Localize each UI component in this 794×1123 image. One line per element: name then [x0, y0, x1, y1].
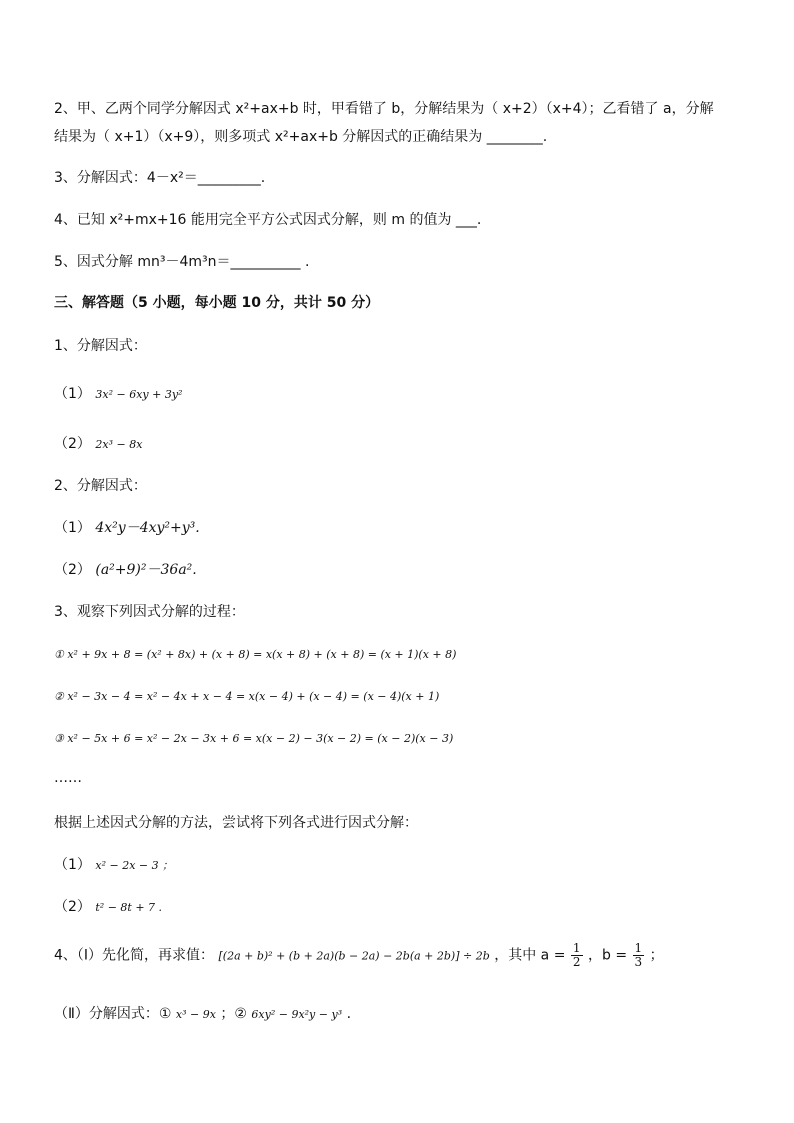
part-label: （1）: [54, 386, 91, 402]
expression: (a²+9)²－36a².: [95, 562, 197, 578]
solve-q2-part1: [54, 518, 754, 538]
part-prefix: 4、（Ⅰ）先化简，再求值：: [54, 947, 215, 964]
separator: ；②: [220, 1006, 247, 1022]
expression: 4x²y－4xy²+y³.: [95, 520, 200, 536]
denominator: 3: [634, 955, 643, 969]
fill-question-4: 4、已知 x²+mx+16 能用完全平方公式因式分解，则 m 的值为 ___.: [54, 212, 482, 228]
numerator: 1: [634, 941, 643, 955]
solve-q3-instruction: 根据上述因式分解的方法，尝试将下列各式进行因式分解：: [54, 815, 418, 831]
expression: [(2a + b)² + (b + 2a)(b − 2a) − 2b(a + 2b)] ÷ 2b: [218, 949, 490, 963]
expression: t² − 8t + 7 .: [95, 901, 163, 914]
solve-q3-ellipsis: ……: [54, 770, 82, 786]
solve-q1-part1: [54, 384, 754, 405]
fill-q2-line2: 结果为（ x+1）（x+9），则多项式 x²+ax+b 分解因式的正确结果为 ________.: [54, 129, 548, 145]
expression-1: x³ − 9x: [175, 1008, 216, 1021]
fraction-b: [633, 942, 645, 969]
part-end: .: [346, 1006, 352, 1022]
solve-q2-part2: [54, 560, 754, 580]
solve-q3-example3: ③ x² − 5x + 6 = x² − 2x − 3x + 6 = x(x − 2) − 3(x − 2) = (x − 2)(x − 3): [54, 732, 454, 745]
solve-q3-example2: ② x² − 3x − 4 = x² − 4x + x − 4 = x(x − 4) + (x − 4) = (x − 4)(x + 1): [54, 690, 440, 703]
solve-q1-part2: [54, 434, 754, 455]
solve-q3-stem: 3、观察下列因式分解的过程：: [54, 604, 245, 620]
part-label: （2）: [54, 436, 91, 452]
fraction-a: [571, 942, 583, 969]
section-title-answers: 三、解答题（5 小题，每小题 10 分，共计 50 分）: [54, 295, 380, 311]
expression: 2x³ − 8x: [95, 438, 143, 451]
part-label: （2）: [54, 899, 91, 915]
fill-question-3: 3、分解因式：4－x²＝_________.: [54, 170, 266, 186]
part-label: （1）: [54, 520, 91, 536]
part-label: （1）: [54, 857, 91, 873]
expression-2: 6xy² − 9x²y − y³: [251, 1008, 343, 1021]
denominator: 2: [572, 955, 581, 969]
fill-question-2: [54, 95, 754, 151]
numerator: 1: [572, 941, 581, 955]
where-label: ，其中 a =: [494, 947, 566, 964]
solve-q3-part1: [54, 855, 754, 876]
part-label: （2）: [54, 562, 91, 578]
solve-q3-part2: [54, 897, 754, 918]
expression: x² − 2x − 3 ；: [95, 859, 174, 872]
solve-q3-example1: ① x² + 9x + 8 = (x² + 8x) + (x + 8) = x(x + 8) + (x + 8) = (x + 1)(x + 8): [54, 648, 457, 661]
solve-q4-part2: [54, 1004, 754, 1025]
part-prefix: （Ⅱ）分解因式：①: [54, 1006, 172, 1022]
solve-q2-stem: 2、分解因式：: [54, 478, 147, 494]
fill-q2-line1: 2、甲、乙两个同学分解因式 x²+ax+b 时，甲看错了 b，分解结果为（ x+2）（x+4）；乙看错了 a，分解: [54, 101, 714, 117]
solve-q4-part1: [54, 942, 754, 969]
part-end: ；: [649, 947, 664, 964]
solve-q1-stem: 1、分解因式：: [54, 338, 147, 354]
fill-question-5: 5、因式分解 mn³－4m³n＝__________ .: [54, 254, 310, 270]
b-label: ，b =: [588, 947, 628, 964]
expression: 3x² − 6xy + 3y²: [95, 388, 183, 401]
